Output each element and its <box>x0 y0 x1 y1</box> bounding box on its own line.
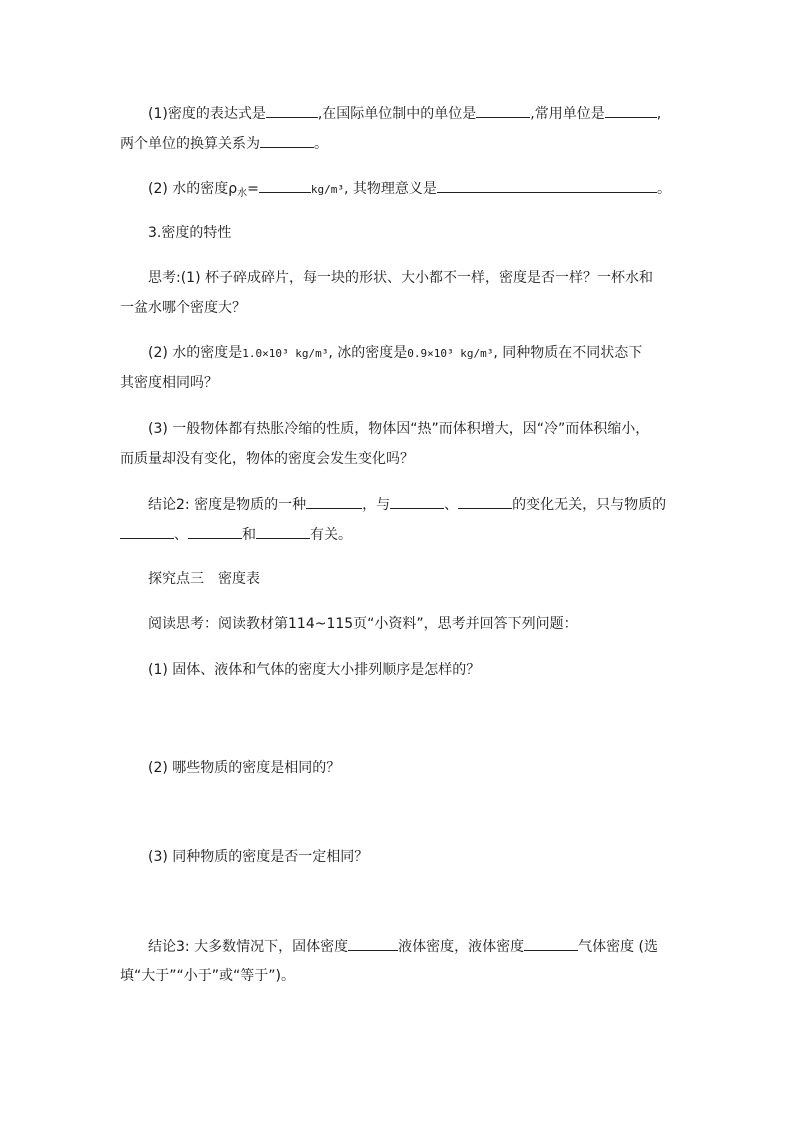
conclusion-2-line-2: 、 和 有关。 <box>120 524 352 545</box>
answer-blank[interactable] <box>547 178 657 193</box>
heading-density-property: 3.密度的特性 <box>148 225 232 241</box>
answer-blank[interactable] <box>524 936 578 951</box>
think-3-line-1: (3) 一般物体都有热胀冷缩的性质，物体因“热”而体积增大，因“冷”而体积缩小， <box>148 421 650 437</box>
reading-prompt: 阅读思考：阅读教材第114~115页“小资料”，思考并回答下列问题： <box>148 616 578 632</box>
question-1-line-1: (1)密度的表达式是 ,在国际单位制中的单位是 ,常用单位是 , <box>148 103 661 124</box>
question-1-line-2: 两个单位的换算关系为 。 <box>120 133 328 154</box>
question-2-line: (2) 水的密度$\rho_水= kg/m^3$, 其物理意义是 。 <box>148 178 671 204</box>
answer-blank[interactable] <box>390 494 444 509</box>
conclusion-2-line-1: 结论2: 密度是物质的一种 ，与 、 的变化无关，只与物质的 <box>148 494 666 515</box>
answer-blank[interactable] <box>266 103 318 118</box>
think-1-line-1: 思考:(1) 杯子碎成碎片，每一块的形状、大小都不一样，密度是否一样？一杯水和 <box>148 270 653 286</box>
answer-blank[interactable] <box>437 178 547 193</box>
reading-question-2: (2) 哪些物质的密度是相同的？ <box>148 760 341 776</box>
answer-blank[interactable] <box>259 178 311 193</box>
answer-blank[interactable] <box>260 133 314 148</box>
answer-blank[interactable] <box>120 524 174 539</box>
conclusion-3-line-1: 结论3: 大多数情况下，固体密度 液体密度，液体密度 气体密度 (选 <box>148 936 658 957</box>
section-density-table: 探究点三 密度表 <box>148 571 260 587</box>
reading-question-3: (3) 同种物质的密度是否一定相同？ <box>148 849 369 865</box>
think-3-line-2: 而质量却没有变化，物体的密度会发生变化吗？ <box>120 451 414 467</box>
think-2-line-2: 其密度相同吗？ <box>120 375 218 391</box>
answer-blank[interactable] <box>458 494 512 509</box>
answer-blank[interactable] <box>476 103 530 118</box>
think-1-line-2: 一盆水哪个密度大？ <box>120 300 246 316</box>
answer-blank[interactable] <box>256 524 310 539</box>
reading-question-1: (1) 固体、液体和气体的密度大小排列顺序是怎样的？ <box>148 662 481 678</box>
answer-blank[interactable] <box>605 103 657 118</box>
answer-blank[interactable] <box>188 524 242 539</box>
conclusion-3-line-2: 填“大于”“小于”或“等于”)。 <box>120 968 295 984</box>
answer-blank[interactable] <box>348 936 398 951</box>
answer-blank[interactable] <box>306 494 362 509</box>
think-2-line-1: (2) 水的密度是1.0×10³ kg/m³, 冰的密度是0.9×10³ kg/m³, 同种物质在不同状态下 <box>148 345 643 361</box>
